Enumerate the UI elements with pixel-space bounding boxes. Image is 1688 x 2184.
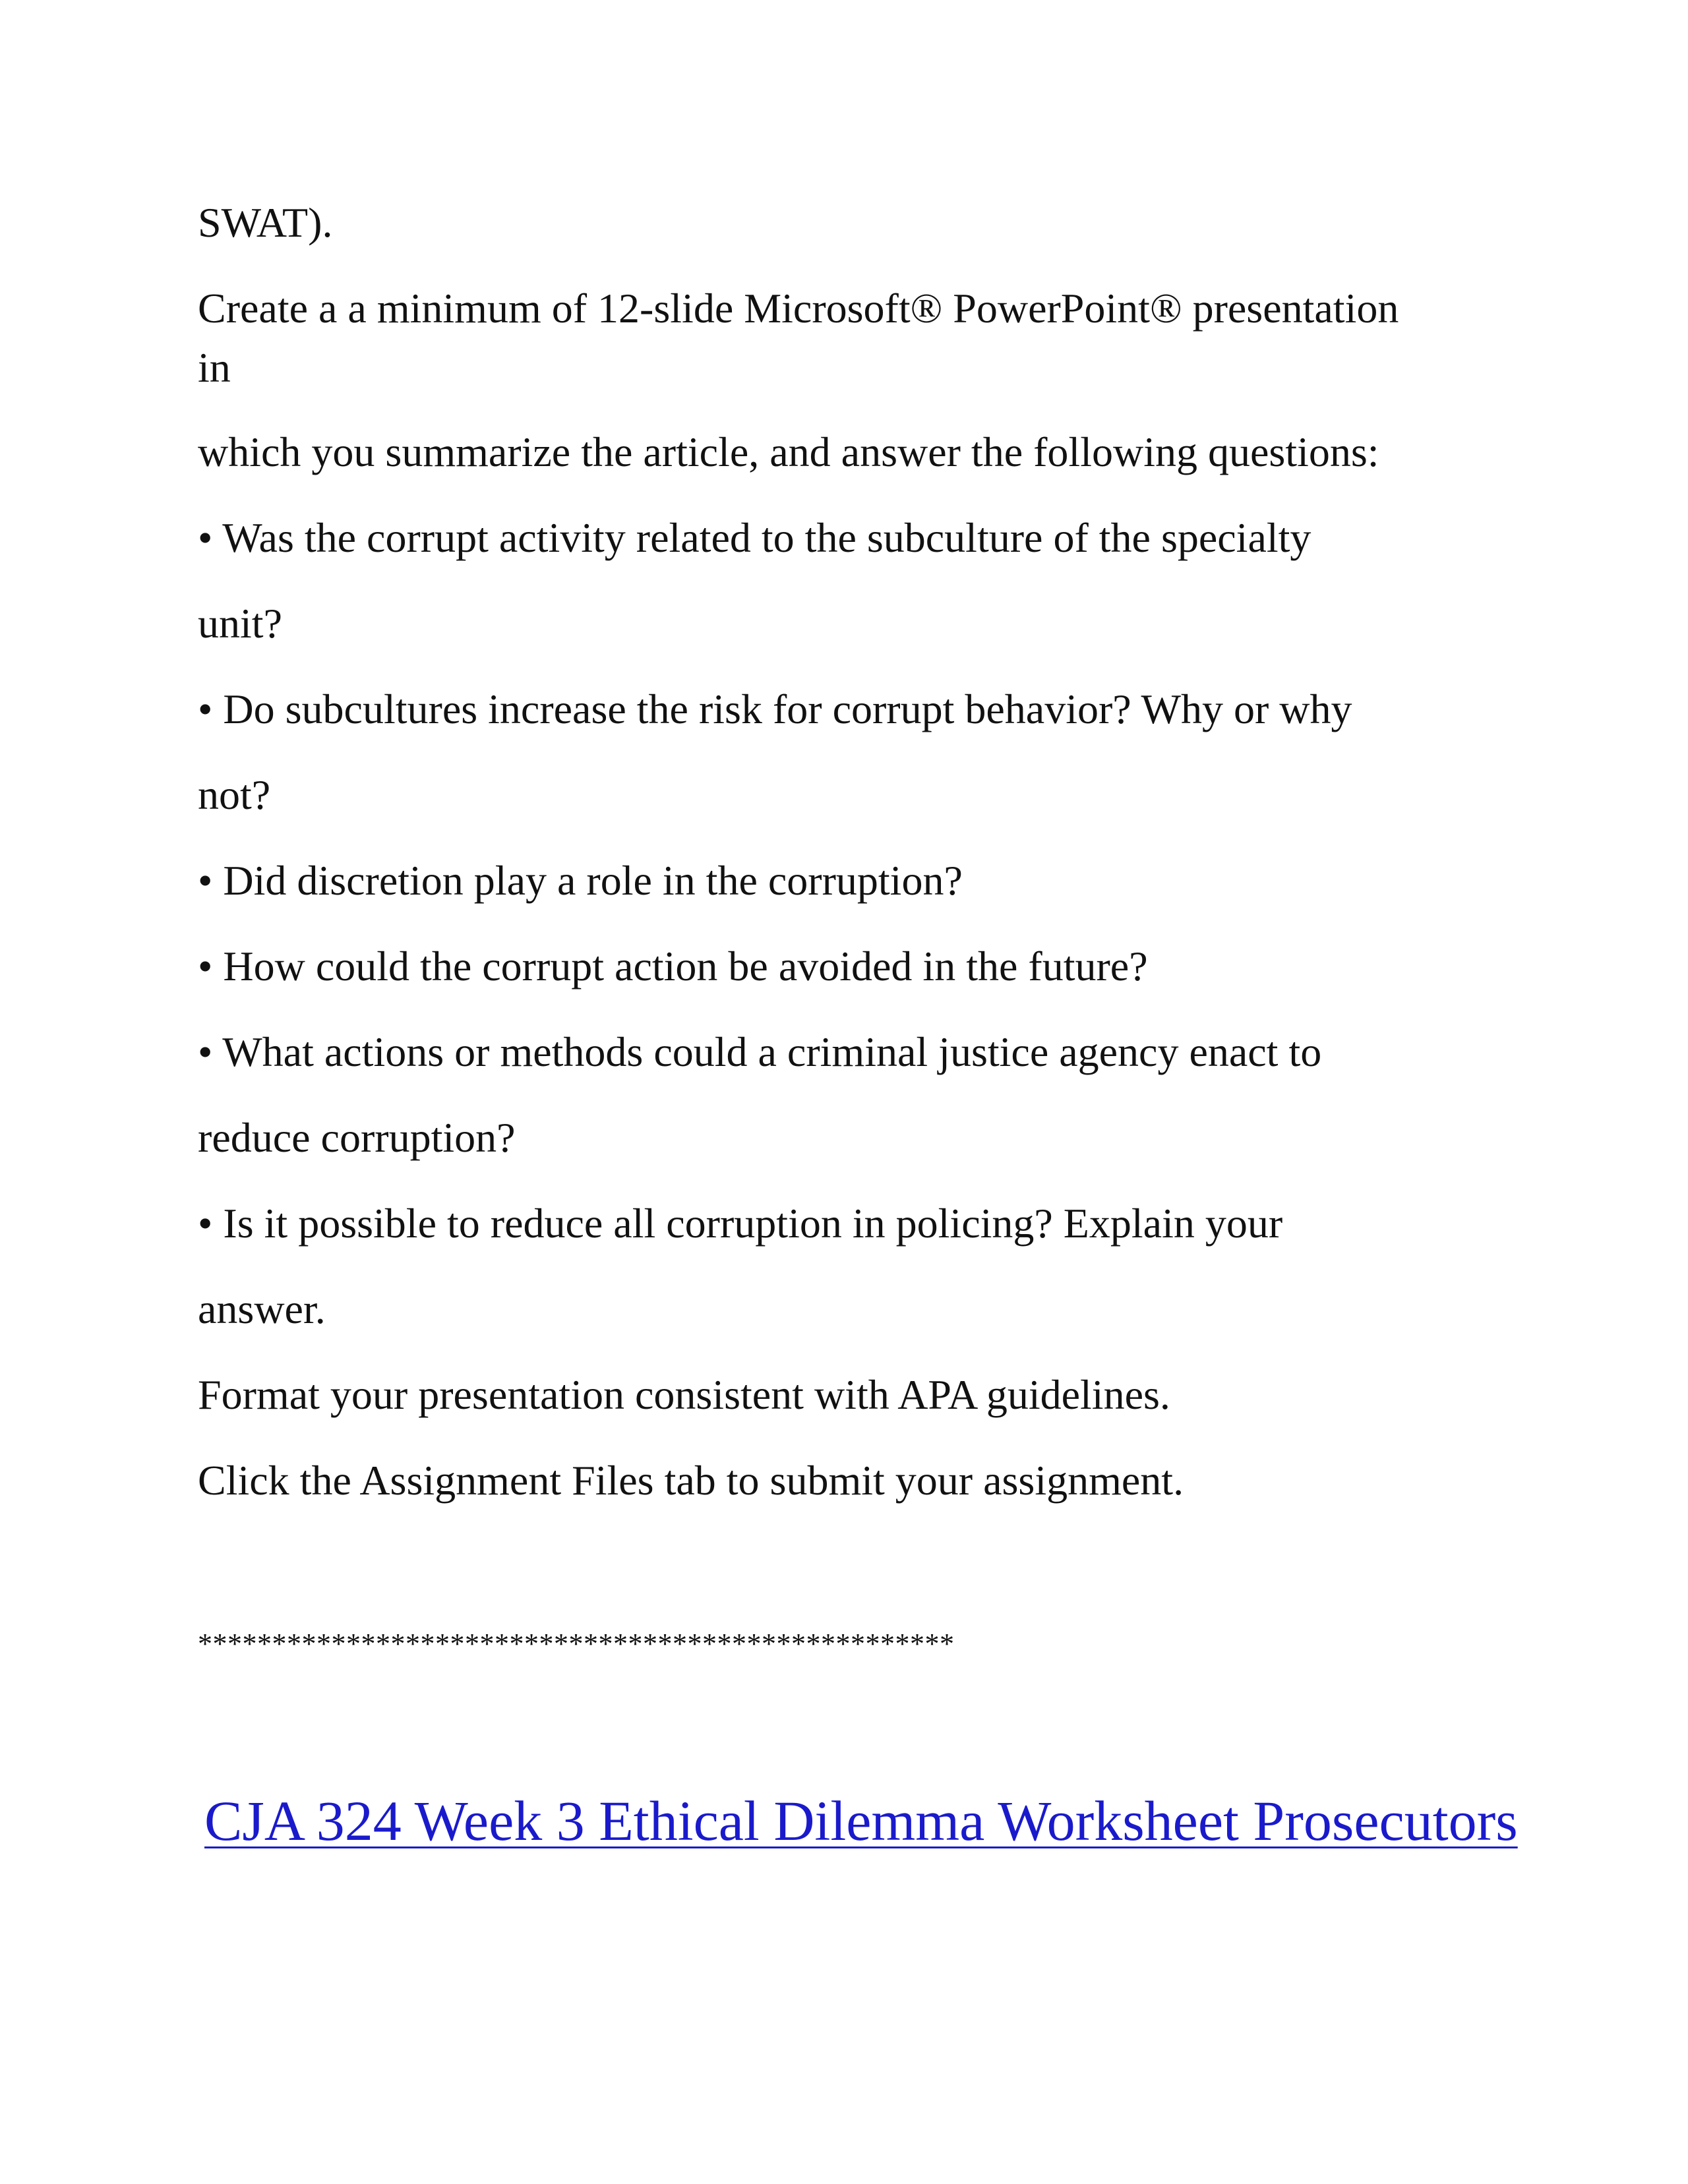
bullet-item: • Is it possible to reduce all corruption in policing? Explain your: [198, 1200, 1283, 1247]
separator-line: ***************************************************: [198, 1628, 955, 1660]
text-line: SWAT).: [198, 199, 333, 246]
bullet-item: • What actions or methods could a criminal justice agency enact to: [198, 1028, 1322, 1075]
text-line: unit?: [198, 600, 282, 647]
text-line: answer.: [198, 1285, 326, 1332]
text-line: which you summarize the article, and answer the following questions:: [198, 428, 1379, 475]
text-line: Create a a minimum of 12-slide Microsoft® PowerPoint® presentation: [198, 285, 1399, 332]
bullet-item: • Was the corrupt activity related to the subculture of the specialty: [198, 514, 1311, 561]
bullet-item: • Do subcultures increase the risk for corrupt behavior? Why or why: [198, 686, 1352, 732]
bullet-item: • Did discretion play a role in the corruption?: [198, 857, 963, 904]
bullet-item: • How could the corrupt action be avoided in the future?: [198, 943, 1148, 989]
text-line: Format your presentation consistent with APA guidelines.: [198, 1371, 1170, 1418]
text-line: not?: [198, 771, 271, 818]
text-line: reduce corruption?: [198, 1114, 516, 1161]
text-line: in: [198, 344, 231, 391]
course-link[interactable]: CJA 324 Week 3 Ethical Dilemma Worksheet Prosecutors: [204, 1789, 1518, 1852]
text-line: Click the Assignment Files tab to submit your assignment.: [198, 1457, 1184, 1504]
